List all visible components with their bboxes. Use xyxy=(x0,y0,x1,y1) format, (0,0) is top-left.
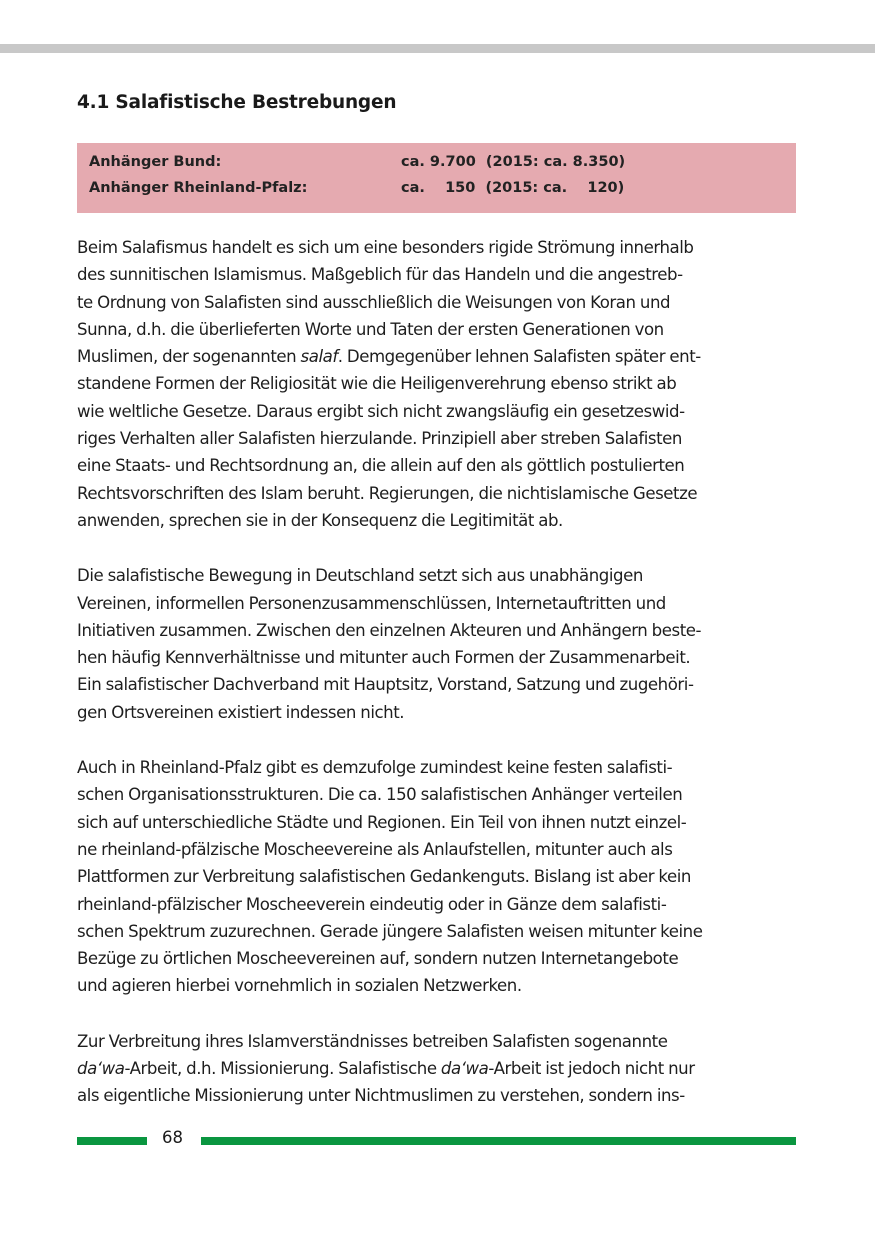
top-rule xyxy=(0,44,875,53)
text-line: Zur Verbreitung ihres Islamverständnisses betreiben Salafisten sogenannte xyxy=(77,1031,668,1051)
text-line: Beim Salafismus handelt es sich um eine besonders rigide Strömung innerhalb xyxy=(77,238,694,257)
text-line: eine Staats- und Rechtsordnung an, die allein auf den als göttlich postulierten xyxy=(77,456,685,476)
text-line xyxy=(77,343,796,370)
paragraph-1 xyxy=(77,234,796,534)
footer-bar-left xyxy=(77,1137,147,1145)
page-number: 68 xyxy=(162,1128,183,1147)
text-line: des sunnitischen Islamismus. Maßgeblich für das Handeln und die angestreb- xyxy=(77,265,683,285)
text-line: Bezüge zu örtlichen Moscheevereinen auf, sondern nutzen Internetangebote xyxy=(77,949,679,969)
italic-term-dawa: da‘wa xyxy=(440,1059,489,1079)
text-line: anwenden, sprechen sie in der Konsequenz die Legitimität ab. xyxy=(77,510,563,530)
text-line: wie weltliche Gesetze. Daraus ergibt sich nicht zwangsläufig ein gesetzeswid- xyxy=(77,401,685,421)
stats-label-rlp: Anhänger Rheinland-Pfalz: xyxy=(89,180,308,196)
text-line: und agieren hierbei vornehmlich in sozialen Netzwerken. xyxy=(77,976,522,996)
stats-label-federal: Anhänger Bund: xyxy=(89,154,222,170)
stats-value-rlp: ca. 150 (2015: ca. 120) xyxy=(401,180,625,196)
text-line: sich auf unterschiedliche Städte und Regionen. Ein Teil von ihnen nutzt einzel- xyxy=(77,812,687,832)
italic-term-dawa: da‘wa xyxy=(77,1059,125,1079)
text-segment: -Arbeit, d.h. Missionierung. Salafistische xyxy=(124,1059,441,1079)
text-line: als eigentliche Missionierung unter Nichtmuslimen zu verstehen, sondern ins- xyxy=(77,1086,685,1106)
text-line: gen Ortsvereinen existiert indessen nicht. xyxy=(77,702,405,722)
footer-bar-right xyxy=(201,1137,796,1145)
text-line: Plattformen zur Verbreitung salafistischen Gedankenguts. Bislang ist aber kein xyxy=(77,867,691,887)
stats-value-federal: ca. 9.700 (2015: ca. 8.350) xyxy=(401,154,626,170)
text-line: schen Spektrum zuzurechnen. Gerade jüngere Salafisten weisen mitunter keine xyxy=(77,921,703,941)
text-line: standene Formen der Religiosität wie die Heiligenverehrung ebenso strikt ab xyxy=(77,374,677,394)
text-line: Sunna, d.h. die überlieferten Worte und Taten der ersten Generationen von xyxy=(77,319,664,339)
text-line: schen Organisationsstrukturen. Die ca. 150 salafistischen Anhänger verteilen xyxy=(77,785,683,805)
text-line: hen häufig Kennverhältnisse und mitunter auch Formen der Zusammenarbeit. xyxy=(77,648,691,668)
section-heading: 4.1 Salafistische Bestrebungen xyxy=(77,92,397,113)
italic-term-salaf: salaf xyxy=(300,347,338,367)
text-line: Vereinen, informellen Personenzusammenschlüssen, Internetauftritten und xyxy=(77,593,666,613)
stats-row-federal xyxy=(77,154,796,180)
paragraph-3 xyxy=(77,754,796,1000)
text-line: Initiativen zusammen. Zwischen den einzelnen Akteuren und Anhängern beste- xyxy=(77,620,702,640)
text-segment: Muslimen, der sogenannten xyxy=(77,347,301,367)
text-line: Die salafistische Bewegung in Deutschland setzt sich aus unabhängigen xyxy=(77,566,643,586)
stats-box xyxy=(77,143,796,213)
text-line: rheinland-pfälzischer Moscheeverein eindeutig oder in Gänze dem salafisti- xyxy=(77,894,667,914)
text-line: Rechtsvorschriften des Islam beruht. Regierungen, die nichtislamische Gesetze xyxy=(77,483,698,503)
text-line: Auch in Rheinland-Pfalz gibt es demzufolge zumindest keine festen salafisti- xyxy=(77,758,673,778)
paragraph-2 xyxy=(77,562,796,726)
text-line: riges Verhalten aller Salafisten hierzulande. Prinzipiell aber streben Salafisten xyxy=(77,429,683,449)
stats-row-rlp xyxy=(77,180,796,206)
text-line: ne rheinland-pfälzische Moscheevereine als Anlaufstellen, mitunter auch als xyxy=(77,839,673,859)
text-line: te Ordnung von Salafisten sind ausschließlich die Weisungen von Koran und xyxy=(77,292,671,312)
paragraph-4 xyxy=(77,1028,796,1110)
text-segment: . Demgegenüber lehnen Salafisten später ent- xyxy=(337,347,701,367)
text-line: Ein salafistischer Dachverband mit Hauptsitz, Vorstand, Satzung und zugehöri- xyxy=(77,675,694,695)
text-segment: -Arbeit ist jedoch nicht nur xyxy=(488,1059,695,1079)
body-text xyxy=(77,234,796,1110)
text-line xyxy=(77,1055,796,1082)
